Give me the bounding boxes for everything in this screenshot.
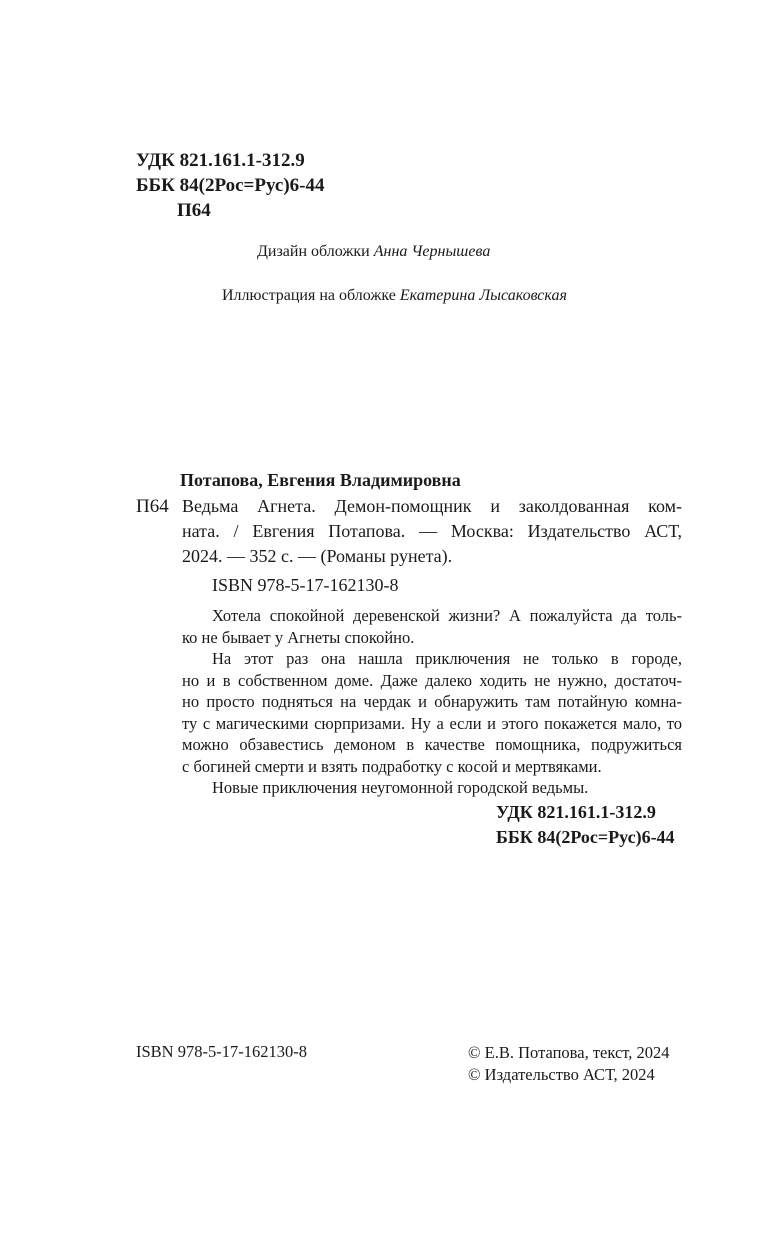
annotation-line: Новые приключения неугомонной городской ведьмы. [212,778,589,797]
bibliographic-description [182,494,682,569]
bbk-code: ББК 84(2Рос=Рус)6-44 [496,827,675,847]
annotation-line: Хотела спокойной деревенской жизни? А пожалуйста да толь- [212,606,682,625]
author-mark: П64 [177,200,211,221]
annotation-line: ту с магическими сюрпризами. Ну а если и этого покажется мало, то [182,713,682,733]
copyright-author: © Е.В. Потапова, текст, 2024 [468,1043,670,1062]
cover-design-label: Дизайн обложки [257,243,370,260]
annotation-line: На этот раз она нашла приключения не только в городе, [212,649,682,668]
isbn-footer: ISBN 978-5-17-162130-8 [136,1042,307,1061]
copyright-publisher: © Издательство АСТ, 2024 [468,1065,655,1084]
annotation-line: можно обзавестись демоном в качестве помощника, подружиться [182,735,682,754]
classification-block-top [136,148,324,223]
author-mark-bib: П64 [136,496,169,517]
bib-line: Ведьма Агнета. Демон-помощник и заколдованная ком- [182,496,682,516]
annotation-line: с богиней смерти и взять подработку с косой и мертвяками. [182,756,602,776]
cover-design-credit [257,243,490,261]
illustration-credit [222,287,567,305]
annotation-line: ко не бывает у Агнеты спокойно. [182,627,415,647]
annotation [182,605,682,799]
annotation-line: но и в собственном доме. Даже далеко ходить не нужно, достаточ- [182,670,682,690]
udk-code: УДК 821.161.1-312.9 [136,150,305,171]
isbn-bibliographic: ISBN 978-5-17-162130-8 [212,575,399,595]
author-heading: Потапова, Евгения Владимировна [180,470,461,490]
bib-line: 2024. — 352 с. — (Романы рунета). [182,546,453,566]
illustration-name: Екатерина Лысаковская [399,287,567,304]
illustration-label: Иллюстрация на обложке [222,287,396,304]
annotation-line: но просто подняться на чердак и обнаружить там потайную комна- [182,692,682,711]
bib-line: ната. / Евгения Потапова. — Москва: Издательство АСТ, [182,521,682,541]
classification-block-bottom [496,800,675,850]
bbk-code: ББК 84(2Рос=Рус)6-44 [136,175,325,196]
cover-design-name: Анна Чернышева [373,243,491,260]
udk-code: УДК 821.161.1-312.9 [496,802,656,822]
copyright-block [468,1042,670,1086]
